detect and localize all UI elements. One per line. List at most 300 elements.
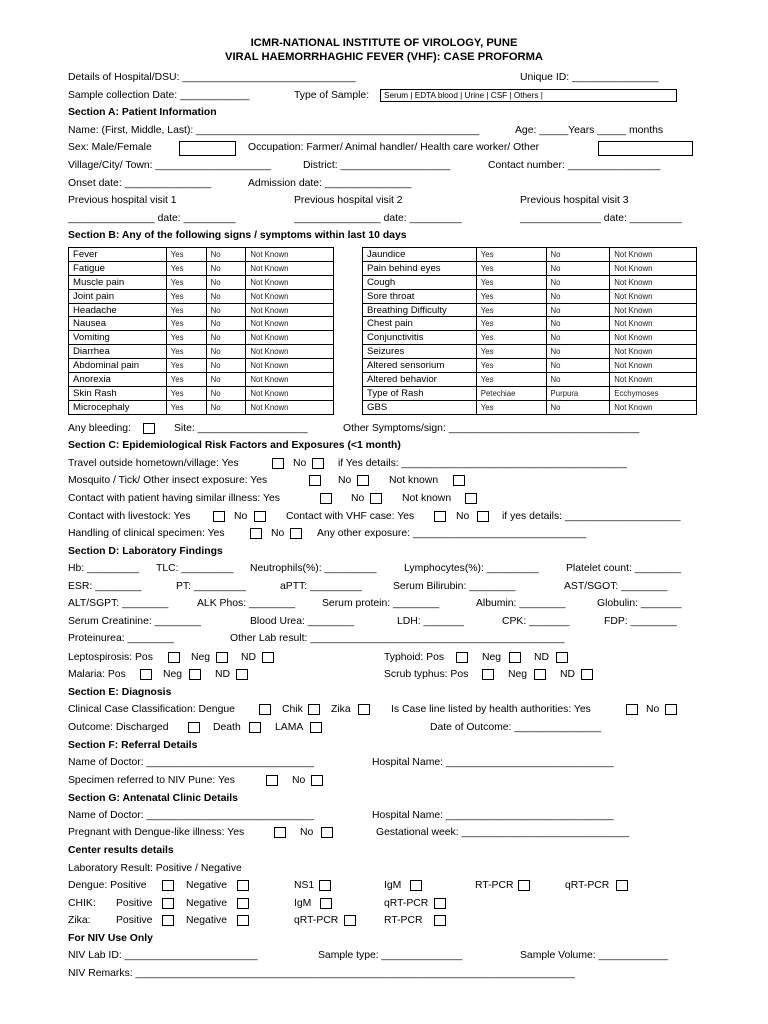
admission-date-field[interactable]: Admission date: _______________ [248,178,412,189]
creatinine-field[interactable]: Serum Creatinine: ________ [68,616,201,627]
district-field[interactable]: District: ___________________ [303,160,451,171]
sex-box[interactable] [179,141,236,156]
sex-label: Sex: Male/Female [68,142,152,153]
section-f-heading: Section F: Referral Details [68,740,198,751]
option-not-known[interactable]: Not Known [610,400,697,414]
vhf-contact-label: Contact with VHF case: Yes [286,511,415,522]
referred-no-label: No [292,775,306,786]
malaria-label: Malaria: Pos [68,669,126,680]
option-not-known[interactable]: Not Known [246,331,334,345]
zika-positive-checkbox[interactable] [162,915,174,926]
visit1-label: Previous hospital visit 1 [68,195,177,206]
mosquito-yes-checkbox[interactable] [309,475,321,486]
symptom-name: Headache [69,303,167,317]
contact-patient-label: Contact with patient having similar illness: Yes [68,493,280,504]
option-yes[interactable]: Yes [166,317,206,331]
section-d-heading: Section D: Laboratory Findings [68,546,223,557]
option-not-known[interactable]: Not Known [246,373,334,387]
chik-positive-checkbox[interactable] [162,898,174,909]
option-yes[interactable]: Yes [166,303,206,317]
option-no[interactable]: No [206,331,246,345]
zika-checkbox[interactable] [358,704,370,715]
vhf-no-label: No [456,511,470,522]
travel-no-checkbox[interactable] [312,458,324,469]
visit1-date-field[interactable]: _______________ date: _________ [68,213,236,224]
option-no[interactable]: No [546,400,610,414]
albumin-field[interactable]: Albumin: ________ [476,598,566,609]
antenatal-doctor-field[interactable]: Name of Doctor: _____________________________ [68,810,315,821]
symptom-name: Pain behind eyes [363,261,477,275]
lepto-nd-checkbox[interactable] [262,652,274,663]
typhoid-neg-label: Neg [482,652,502,663]
option-yes[interactable]: Yes [476,359,546,373]
livestock-no-checkbox[interactable] [254,511,266,522]
alt-field[interactable]: ALT/SGPT: ________ [68,598,169,609]
institute-title: ICMR-NATIONAL INSTITUTE OF VIROLOGY, PUNE [250,37,518,49]
livestock-no-label: No [234,511,248,522]
niv-heading: For NIV Use Only [68,933,153,944]
dengue-positive-label: Dengue: Positive [68,880,147,891]
lepto-nd-label: ND [241,652,257,663]
symptom-name: Skin Rash [69,386,167,400]
option-no[interactable]: No [206,275,246,289]
chik-label: Chik [282,704,303,715]
lepto-pos-checkbox[interactable] [168,652,180,663]
symptom-row [69,400,334,414]
chik-positive-label: Positive [116,898,153,909]
hb-field[interactable]: Hb: _________ [68,563,140,574]
symptom-row [363,248,697,262]
line-listed-label: Is Case line listed by health authorities: Yes [391,704,591,715]
ast-field[interactable]: AST/SGOT: ________ [564,581,668,592]
option-yes[interactable]: Yes [166,400,206,414]
occupation-box[interactable] [598,141,693,156]
lepto-neg-checkbox[interactable] [216,652,228,663]
mosquito-notknown-checkbox[interactable] [453,475,465,486]
bleeding-checkbox[interactable] [143,423,155,434]
dengue-rtpcr-label: RT-PCR [475,880,514,891]
option-not-known[interactable]: Not Known [246,400,334,414]
pregnant-no-checkbox[interactable] [321,827,333,838]
outcome-date-field[interactable]: Date of Outcome: _______________ [430,722,601,733]
symptom-row [363,289,697,303]
malaria-neg-checkbox[interactable] [189,669,201,680]
ldh-field[interactable]: LDH: _______ [397,616,465,627]
section-b-heading: Section B: Any of the following signs / symptoms within last 10 days [68,230,407,241]
option-yes[interactable]: Yes [166,345,206,359]
scrub-nd-checkbox[interactable] [581,669,593,680]
chik-qrtpcr-label: qRT-PCR [384,898,429,909]
zika-qrtpcr-label: qRT-PCR [294,915,339,926]
dengue-qrtpcr-label: qRT-PCR [565,880,610,891]
option-not-known[interactable]: Not Known [246,275,334,289]
handling-label: Handling of clinical specimen: Yes [68,528,225,539]
option-not-known[interactable]: Not Known [610,289,697,303]
symptom-name: Sore throat [363,289,477,303]
symptom-row [363,373,697,387]
lab-result-label: Laboratory Result: Positive / Negative [68,863,242,874]
option-no[interactable]: No [206,400,246,414]
option-yes[interactable]: Yes [166,289,206,303]
symptom-name: Vomiting [69,331,167,345]
option-no[interactable]: No [546,359,610,373]
mosquito-no-label: No [338,475,352,486]
option-no[interactable]: No [206,373,246,387]
alk-phos-field[interactable]: ALK Phos: ________ [197,598,296,609]
symptoms-table-right [362,247,697,415]
contact-number-field[interactable]: Contact number: ________________ [488,160,661,171]
scrub-label: Scrub typhus: Pos [384,669,469,680]
bleeding-site-field[interactable]: Site: ___________________ [174,423,308,434]
symptom-name: Type of Rash [363,386,477,400]
serum-protein-field[interactable]: Serum protein: ________ [322,598,440,609]
chik-result-label: CHIK: [68,898,96,909]
symptom-row [363,345,697,359]
option-no[interactable]: No [206,317,246,331]
zika-negative-label: Negative [186,915,228,926]
line-listed-no-label: No [646,704,660,715]
symptom-name: Cough [363,275,477,289]
option-not-known[interactable]: Not Known [246,359,334,373]
option-not-known[interactable]: Ecchymoses [610,386,697,400]
dengue-negative-checkbox[interactable] [237,880,249,891]
option-yes[interactable]: Yes [476,248,546,262]
typhoid-nd-label: ND [534,652,550,663]
visit3-label: Previous hospital visit 3 [520,195,629,206]
symptom-row [363,261,697,275]
malaria-nd-checkbox[interactable] [236,669,248,680]
sample-type-box[interactable]: Serum | EDTA blood | Urine | CSF | Others | [380,89,677,102]
symptom-name: Fever [69,248,167,262]
option-not-known[interactable]: Not Known [610,359,697,373]
other-exposure-field[interactable]: Any other exposure: ______________________________ [317,528,587,539]
option-yes[interactable]: Yes [166,248,206,262]
symptom-name: Nausea [69,317,167,331]
option-no[interactable]: No [206,261,246,275]
niv-lab-id-field[interactable]: NIV Lab ID: _______________________ [68,950,258,961]
symptom-row [69,386,334,400]
option-not-known[interactable]: Not Known [610,248,697,262]
option-yes[interactable]: Yes [166,359,206,373]
option-no[interactable]: Purpura [546,386,610,400]
contact-patient-yes-checkbox[interactable] [320,493,332,504]
section-c-heading: Section C: Epidemiological Risk Factors and Exposures (<1 month) [68,440,401,451]
discharged-checkbox[interactable] [188,722,200,733]
option-no[interactable]: No [546,275,610,289]
chik-igm-label: IgM [294,898,312,909]
symptom-name: Altered sensorium [363,359,477,373]
pt-field[interactable]: PT: _________ [176,581,246,592]
option-yes[interactable]: Yes [476,373,546,387]
symptom-name: Conjunctivitis [363,331,477,345]
classification-label: Clinical Case Classification: Dengue [68,704,235,715]
niv-sample-type-field[interactable]: Sample type: ______________ [318,950,463,961]
zika-label: Zika [331,704,351,715]
option-yes[interactable]: Yes [166,261,206,275]
chik-negative-label: Negative [186,898,228,909]
niv-sample-volume-field[interactable]: Sample Volume: ____________ [520,950,668,961]
other-symptoms-field[interactable]: Other Symptoms/sign: _________________________________ [343,423,640,434]
age-field[interactable]: Age: _____Years _____ months [515,125,664,136]
zika-rtpcr-checkbox[interactable] [434,915,446,926]
contact-patient-notknown-checkbox[interactable] [465,493,477,504]
symptom-row [69,261,334,275]
option-no[interactable]: No [206,345,246,359]
scrub-nd-label: ND [560,669,576,680]
symptom-name: Abdominal pain [69,359,167,373]
symptom-row [363,400,697,414]
section-a-heading: Section A: Patient Information [68,107,217,118]
option-no[interactable]: No [206,359,246,373]
pregnant-yes-checkbox[interactable] [274,827,286,838]
symptom-name: Muscle pain [69,275,167,289]
malaria-nd-label: ND [215,669,231,680]
dengue-igm-label: IgM [384,880,402,891]
zika-positive-label: Positive [116,915,153,926]
option-yes[interactable]: Yes [166,331,206,345]
chik-igm-checkbox[interactable] [320,898,332,909]
chik-checkbox[interactable] [308,704,320,715]
visit2-label: Previous hospital visit 2 [294,195,403,206]
form-title: VIRAL HAEMORRHAGHIC FEVER (VHF): CASE PROFORMA [224,51,544,63]
esr-field[interactable]: ESR: ________ [68,581,142,592]
symptom-name: Diarrhea [69,345,167,359]
death-label: Death [213,722,241,733]
zika-qrtpcr-checkbox[interactable] [344,915,356,926]
lama-label: LAMA [275,722,304,733]
typhoid-neg-checkbox[interactable] [509,652,521,663]
niv-remarks-field[interactable]: NIV Remarks: ____________________________________________________________________________ [68,968,575,979]
option-yes[interactable]: Yes [476,400,546,414]
contact-patient-no-checkbox[interactable] [370,493,382,504]
cpk-field[interactable]: CPK: _______ [502,616,570,627]
aptt-field[interactable]: aPTT: _________ [280,581,363,592]
lymphocytes-field[interactable]: Lymphocytes(%): _________ [404,563,539,574]
fdp-field[interactable]: FDP: ________ [604,616,677,627]
option-not-known[interactable]: Not Known [246,303,334,317]
zika-result-label: Zika: [68,915,91,926]
visit2-date-field[interactable]: _______________ date: _________ [294,213,462,224]
symptom-row [363,359,697,373]
travel-no-label: No [293,458,307,469]
vhf-yes-checkbox[interactable] [434,511,446,522]
dengue-checkbox[interactable] [259,704,271,715]
option-no[interactable]: No [206,248,246,262]
ns1-label: NS1 [294,880,315,891]
option-not-known[interactable]: Not Known [246,248,334,262]
collection-date-field[interactable]: Sample collection Date: ____________ [68,90,250,101]
globulin-field[interactable]: Globulin: _______ [597,598,682,609]
symptom-name: Joint pain [69,289,167,303]
option-not-known[interactable]: Not Known [610,373,697,387]
malaria-pos-checkbox[interactable] [140,669,152,680]
travel-label: Travel outside hometown/village: Yes [68,458,239,469]
symptom-name: Chest pain [363,317,477,331]
symptom-row [363,275,697,289]
symptom-row [69,331,334,345]
option-yes[interactable]: Yes [166,373,206,387]
symptoms-table-left [68,247,334,415]
symptom-name: Fatigue [69,261,167,275]
symptom-name: Anorexia [69,373,167,387]
livestock-label: Contact with livestock: Yes [68,511,191,522]
symptom-row [69,373,334,387]
antenatal-hospital-field[interactable]: Hospital Name: _____________________________ [372,810,614,821]
referral-hospital-field[interactable]: Hospital Name: _____________________________ [372,757,614,768]
option-no[interactable]: No [206,386,246,400]
lama-checkbox[interactable] [310,722,322,733]
option-yes[interactable]: Yes [476,317,546,331]
scrub-pos-checkbox[interactable] [482,669,494,680]
scrub-neg-label: Neg [508,669,528,680]
option-not-known[interactable]: Not Known [610,331,697,345]
sample-type-label: Type of Sample: [294,90,370,101]
option-no[interactable]: No [546,303,610,317]
mosquito-label: Mosquito / Tick/ Other insect exposure: Yes [68,475,268,486]
lepto-neg-label: Neg [191,652,211,663]
option-yes[interactable]: Yes [476,303,546,317]
line-listed-no-checkbox[interactable] [665,704,677,715]
dengue-positive-checkbox[interactable] [162,880,174,891]
mosquito-no-checkbox[interactable] [357,475,369,486]
symptom-row [69,248,334,262]
village-field[interactable]: Village/City/ Town: ____________________ [68,160,271,171]
symptom-row [69,289,334,303]
bilirubin-field[interactable]: Serum Bilirubin: ________ [393,581,516,592]
line-listed-yes-checkbox[interactable] [626,704,638,715]
malaria-neg-label: Neg [163,669,183,680]
handling-no-checkbox[interactable] [290,528,302,539]
option-not-known[interactable]: Not Known [610,275,697,289]
referred-no-checkbox[interactable] [311,775,323,786]
referral-doctor-field[interactable]: Name of Doctor: _____________________________ [68,757,315,768]
chik-qrtpcr-checkbox[interactable] [434,898,446,909]
dengue-igm-checkbox[interactable] [410,880,422,891]
option-not-known[interactable]: Not Known [246,317,334,331]
center-results-heading: Center results details [68,845,174,856]
option-no[interactable]: No [546,345,610,359]
symptom-row [363,331,697,345]
typhoid-label: Typhoid: Pos [384,652,445,663]
option-no[interactable]: No [546,261,610,275]
option-yes[interactable]: Yes [476,275,546,289]
name-field[interactable]: Name: (First, Middle, Last): _________________________________________________ [68,125,480,136]
symptom-row [69,345,334,359]
symptom-name: Jaundice [363,248,477,262]
travel-yes-checkbox[interactable] [272,458,284,469]
option-not-known[interactable]: Not Known [246,386,334,400]
handling-no-label: No [271,528,285,539]
pregnant-no-label: No [300,827,314,838]
vhf-no-checkbox[interactable] [477,511,489,522]
dengue-negative-label: Negative [186,880,228,891]
option-no[interactable]: No [546,373,610,387]
option-not-known[interactable]: Not Known [610,317,697,331]
pregnant-label: Pregnant with Dengue-like illness: Yes [68,827,245,838]
tlc-field[interactable]: TLC: _________ [156,563,234,574]
option-yes[interactable]: Yes [476,331,546,345]
referred-label: Specimen referred to NIV Pune: Yes [68,775,235,786]
zika-negative-checkbox[interactable] [237,915,249,926]
unique-id-field[interactable]: Unique ID: _______________ [520,72,659,83]
symptom-row [363,386,697,400]
option-no[interactable]: No [546,317,610,331]
hospital-field[interactable]: Details of Hospital/DSU: ______________________________ [68,72,356,83]
symptom-name: Breathing Difficulty [363,303,477,317]
referred-yes-checkbox[interactable] [266,775,278,786]
option-not-known[interactable]: Not Known [610,261,697,275]
handling-yes-checkbox[interactable] [250,528,262,539]
mosquito-notknown-label: Not known [389,475,439,486]
platelet-field[interactable]: Platelet count: ________ [566,563,681,574]
option-yes[interactable]: Yes [166,275,206,289]
option-yes[interactable]: Yes [476,345,546,359]
vhf-details-field[interactable]: if yes details: ____________________ [502,511,681,522]
ns1-checkbox[interactable] [319,880,331,891]
onset-date-field[interactable]: Onset date: _______________ [68,178,212,189]
option-no[interactable]: No [546,248,610,262]
section-e-heading: Section E: Diagnosis [68,687,172,698]
chik-negative-checkbox[interactable] [237,898,249,909]
option-not-known[interactable]: Not Known [246,261,334,275]
option-yes[interactable]: Petechiae [476,386,546,400]
occupation-label: Occupation: Farmer/ Animal handler/ Health care worker/ Other [248,142,540,153]
bleeding-label: Any bleeding: [68,423,131,434]
option-not-known[interactable]: Not Known [610,303,697,317]
zika-rtpcr-label: RT-PCR [384,915,423,926]
symptom-row [363,303,697,317]
symptom-name: Microcephaly [69,400,167,414]
contact-patient-notknown-label: Not known [402,493,452,504]
blood-urea-field[interactable]: Blood Urea: ________ [250,616,354,627]
option-not-known[interactable]: Not Known [246,289,334,303]
gestational-field[interactable]: Gestational week: _____________________________ [376,827,630,838]
dengue-qrtpcr-checkbox[interactable] [616,880,628,891]
death-checkbox[interactable] [249,722,261,733]
livestock-yes-checkbox[interactable] [213,511,225,522]
option-not-known[interactable]: Not Known [610,345,697,359]
scrub-neg-checkbox[interactable] [534,669,546,680]
section-g-heading: Section G: Antenatal Clinic Details [68,793,238,804]
neutrophils-field[interactable]: Neutrophils(%): _________ [250,563,377,574]
symptom-row [69,317,334,331]
dengue-rtpcr-checkbox[interactable] [518,880,530,891]
proteinurea-field[interactable]: Proteinurea: ________ [68,633,174,644]
option-no[interactable]: No [206,289,246,303]
option-no[interactable]: No [206,303,246,317]
contact-patient-no-label: No [351,493,365,504]
symptom-row [69,303,334,317]
option-yes[interactable]: Yes [476,261,546,275]
option-not-known[interactable]: Not Known [246,345,334,359]
option-yes[interactable]: Yes [166,386,206,400]
symptom-name: GBS [363,400,477,414]
option-no[interactable]: No [546,289,610,303]
other-lab-field[interactable]: Other Lab result: ____________________________________________ [230,633,565,644]
option-yes[interactable]: Yes [476,289,546,303]
symptom-row [363,317,697,331]
symptom-row [69,359,334,373]
symptom-row [69,275,334,289]
lepto-label: Leptospirosis: Pos [68,652,153,663]
travel-details-field[interactable]: if Yes details: _______________________________________ [338,458,627,469]
typhoid-nd-checkbox[interactable] [556,652,568,663]
typhoid-pos-checkbox[interactable] [456,652,468,663]
visit3-date-field[interactable]: ______________ date: _________ [520,213,682,224]
outcome-label: Outcome: Discharged [68,722,169,733]
symptom-name: Altered behavior [363,373,477,387]
option-no[interactable]: No [546,331,610,345]
